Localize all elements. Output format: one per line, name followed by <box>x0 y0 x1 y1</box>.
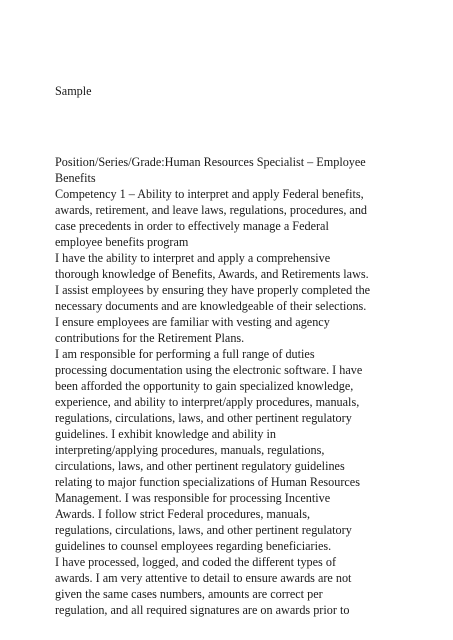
text-line: regulations, circulations, laws, and other pertinent regulatory <box>55 411 352 425</box>
text-line: guidelines. I exhibit knowledge and ability in <box>55 427 277 441</box>
document-title: Sample <box>55 84 92 98</box>
text-line: been afforded the opportunity to gain specialized knowledge, <box>55 379 354 393</box>
text-line: relating to major function specializations of Human Resources <box>55 475 360 489</box>
text-line: Awards. I follow strict Federal procedures, manuals, <box>55 507 311 521</box>
text-line: guidelines to counsel employees regarding beneficiaries. <box>55 539 332 553</box>
text-line: I ensure employees are familiar with vesting and agency <box>55 315 330 329</box>
text-line: I have the ability to interpret and apply a comprehensive <box>55 251 331 265</box>
text-line: Position/Series/Grade:Human Resources Specialist – Employee <box>55 155 366 169</box>
text-line: awards, retirement, and leave laws, regulations, procedures, and <box>55 203 368 217</box>
text-line: interpreting/applying procedures, manuals, regulations, <box>55 443 325 457</box>
text-line: case precedents in order to effectively manage a Federal <box>55 219 329 233</box>
text-line: regulation, and all required signatures are on awards prior to <box>55 603 350 617</box>
text-line: Benefits <box>55 171 96 185</box>
text-line: awards. I am very attentive to detail to ensure awards are not <box>55 571 352 585</box>
text-line: processing documentation using the electronic software. I have <box>55 363 363 377</box>
text-line: regulations, circulations, laws, and other pertinent regulatory <box>55 523 352 537</box>
text-line: circulations, laws, and other pertinent regulatory guidelines <box>55 459 345 473</box>
text-line: contributions for the Retirement Plans. <box>55 331 245 345</box>
text-line: I am responsible for performing a full range of duties <box>55 347 315 361</box>
text-line: employee benefits program <box>55 235 189 249</box>
text-line: Management. I was responsible for processing Incentive <box>55 491 331 505</box>
text-line: Competency 1 – Ability to interpret and apply Federal benefits, <box>55 187 364 201</box>
text-line: I have processed, logged, and coded the different types of <box>55 555 337 569</box>
text-line: given the same cases numbers, amounts are correct per <box>55 587 323 601</box>
text-line: I assist employees by ensuring they have properly completed the <box>55 283 371 297</box>
text-line: necessary documents and are knowledgeable of their selections. <box>55 299 367 313</box>
text-line: thorough knowledge of Benefits, Awards, and Retirements laws. <box>55 267 369 281</box>
text-line: experience, and ability to interpret/apply procedures, manuals, <box>55 395 360 409</box>
